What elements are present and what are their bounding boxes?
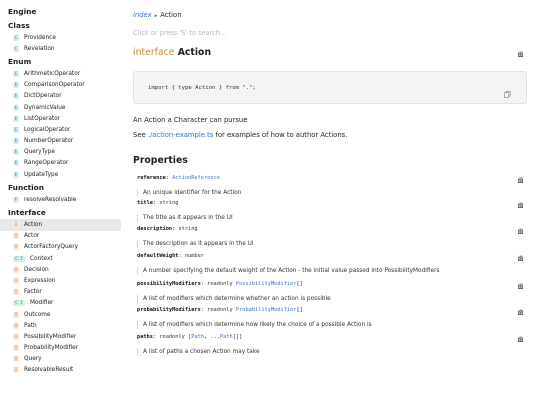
sidebar-item-label: DictOperator — [24, 93, 62, 100]
kind-badge-icon: C — [14, 45, 18, 51]
breadcrumb-index-link[interactable]: index — [133, 11, 152, 19]
sidebar-item-actor[interactable] — [0, 231, 121, 242]
page-title-keyword: interface — [133, 47, 175, 58]
property-type-suffix: [] — [296, 281, 303, 287]
example-link[interactable]: ./action-example.ts — [147, 131, 214, 139]
property-type-link[interactable]: ProbabilityModifier — [235, 307, 297, 313]
sidebar-item-label: PossibilityModifier — [24, 333, 77, 340]
property-name: description — [137, 226, 173, 232]
kind-badge-icon: E — [14, 149, 18, 155]
sidebar-item-label: ListOperator — [24, 115, 61, 122]
sidebar-item-label: Decision — [24, 266, 49, 273]
link-icon[interactable] — [515, 49, 525, 59]
sidebar-item-label: LogicalOperator — [24, 126, 71, 133]
property-colon: : — [178, 253, 185, 259]
sidebar-item-label: Modifier — [30, 300, 54, 307]
property-description: A list of modifiers which determine whether an action is possible — [137, 295, 527, 303]
kind-badge-icon: I — [14, 222, 18, 228]
interface-description: An Action a Character can pursue — [133, 116, 248, 124]
property-colon: : — [165, 175, 173, 181]
property-probabilityModifiers — [137, 306, 527, 329]
property-title — [137, 199, 527, 222]
sidebar-item-logicaloperator[interactable] — [0, 124, 121, 135]
sidebar-item-expression[interactable] — [0, 275, 121, 286]
property-name: probabilityModifiers — [137, 307, 201, 313]
property-type-link[interactable]: ActionReference — [172, 175, 220, 181]
sidebar-item-decision[interactable] — [0, 264, 121, 275]
property-type-suffix: [] — [296, 307, 303, 313]
kind-badge-icon: I — [14, 311, 18, 317]
property-colon: : — [152, 334, 160, 340]
sidebar-group-title: Interface — [8, 208, 46, 218]
see-also — [133, 131, 347, 139]
kind-badge-icon: E — [14, 171, 18, 177]
sidebar-item-comparisonoperator[interactable] — [0, 80, 121, 91]
property-description: A list of paths a chosen Action may take — [137, 348, 527, 356]
sidebar-item-label: ArithmeticOperator — [24, 70, 81, 77]
sidebar-item-context[interactable] — [0, 253, 121, 264]
property-type-prefix: string — [178, 226, 198, 232]
sidebar-item-label: Path — [24, 322, 37, 329]
sidebar-item-numberoperator[interactable] — [0, 136, 121, 147]
sidebar-item-updatetype[interactable] — [0, 169, 121, 180]
sidebar-item-providence[interactable] — [0, 32, 121, 43]
sidebar-item-query[interactable] — [0, 354, 121, 365]
link-icon[interactable] — [515, 226, 525, 236]
search-input[interactable]: Click or press 'S' to search... — [133, 29, 227, 37]
sidebar-item-label: Expression — [24, 277, 56, 284]
property-colon: : — [200, 281, 208, 287]
link-icon[interactable] — [515, 281, 525, 291]
kind-badge-icon: I — [14, 367, 18, 373]
sidebar-item-dictoperator[interactable] — [0, 91, 121, 102]
sidebar-item-label: ResolvableResult — [24, 367, 74, 374]
link-icon[interactable] — [515, 334, 525, 344]
kind-badge-icon: E — [14, 126, 18, 132]
sidebar-group-title: Enum — [8, 57, 32, 67]
kind-badge-icon: I — [14, 266, 18, 272]
sidebar-item-label: Providence — [24, 34, 56, 41]
property-name: possibilityModifiers — [137, 281, 201, 287]
property-possibilityModifiers — [137, 280, 527, 303]
sidebar-item-label: Revelation — [24, 45, 55, 52]
property-name: defaultWeight — [137, 253, 179, 259]
property-colon: : — [172, 226, 179, 232]
sidebar-item-actorfactoryquery[interactable] — [0, 242, 121, 253]
sidebar-item-factor[interactable] — [0, 287, 121, 298]
sidebar-item-label: RangeOperator — [24, 160, 69, 167]
see-suffix: for examples of how to author Actions. — [213, 131, 348, 139]
property-type-link[interactable]: Path — [191, 334, 204, 340]
breadcrumb-current: Action — [160, 11, 182, 19]
sidebar-item-label: resolveResolvable — [24, 196, 77, 203]
kind-badge-icon: I — [14, 322, 18, 328]
sidebar-item-rangeoperator[interactable] — [0, 158, 121, 169]
page-title-name: Action — [177, 47, 212, 58]
kind-badge-icon: E — [14, 160, 18, 166]
property-colon: : — [152, 200, 160, 206]
sidebar-item-label: Outcome — [24, 311, 51, 318]
sidebar-item-revelation[interactable] — [0, 43, 121, 54]
property-reference — [137, 174, 527, 197]
sidebar-item-label: UpdateType — [24, 171, 59, 178]
sidebar-group-title: Function — [8, 183, 44, 193]
sidebar-item-label: Query — [24, 356, 42, 363]
sidebar — [0, 0, 124, 405]
kind-badge-icon: I — [14, 277, 18, 283]
property-type-prefix: string — [159, 200, 179, 206]
kind-badge-icon: C — [14, 34, 18, 40]
sidebar-item-label: NumberOperator — [24, 138, 74, 145]
kind-badge-icon: C I — [13, 300, 25, 306]
property-name: title — [137, 200, 153, 206]
link-icon[interactable] — [515, 307, 525, 317]
kind-badge-icon: C I — [13, 256, 25, 262]
property-type-link[interactable]: PossibilityModifier — [235, 281, 297, 287]
kind-badge-icon: I — [14, 333, 18, 339]
sidebar-item-listoperator[interactable] — [0, 113, 121, 124]
sidebar-item-label: ProbabilityModifier — [24, 345, 79, 352]
property-type-suffix: []] — [232, 334, 243, 340]
kind-badge-icon: I — [14, 233, 18, 239]
sidebar-item-querytype[interactable] — [0, 147, 121, 158]
property-name: reference — [137, 175, 166, 181]
sidebar-item-resolveresolvable[interactable] — [0, 194, 121, 205]
sidebar-item-resolvableresult[interactable] — [0, 365, 121, 376]
sidebar-item-modifier[interactable] — [0, 298, 121, 309]
property-type-prefix: number — [184, 253, 204, 259]
property-description: A list of modifiers which determine how likely the choice of a possible Action is — [137, 321, 527, 329]
breadcrumb — [133, 11, 182, 19]
breadcrumb-separator: ▸ — [154, 13, 158, 19]
kind-badge-icon: E — [14, 82, 18, 88]
kind-badge-icon: E — [14, 115, 18, 121]
property-description: An unique identifier for the Action — [137, 189, 527, 197]
sidebar-item-path[interactable] — [0, 320, 121, 331]
main-content — [133, 0, 531, 405]
link-icon[interactable] — [515, 200, 525, 210]
property-signature — [137, 252, 527, 261]
property-description — [137, 225, 527, 248]
kind-badge-icon: I — [14, 345, 18, 351]
sidebar-item-label: Context — [30, 255, 53, 262]
app-title: Engine — [8, 7, 37, 16]
import-code-block — [133, 71, 527, 104]
property-type-mid: , ... — [204, 334, 220, 340]
sidebar-item-outcome[interactable] — [0, 309, 121, 320]
property-description: The title as it appears in the UI — [137, 214, 527, 222]
sidebar-groups — [0, 20, 124, 376]
property-type-prefix: readonly — [207, 307, 236, 313]
property-colon: : — [200, 307, 208, 313]
sidebar-item-label: ActorFactoryQuery — [24, 244, 79, 251]
property-name: paths — [137, 334, 153, 340]
property-type-prefix: readonly — [207, 281, 236, 287]
sidebar-item-possibilitymodifier[interactable] — [0, 331, 121, 342]
link-icon[interactable] — [515, 175, 525, 185]
sidebar-item-dynamicvalue[interactable] — [0, 102, 121, 113]
see-prefix: See — [133, 131, 148, 139]
sidebar-item-arithmeticoperator[interactable] — [0, 68, 121, 79]
property-description: A number specifying the default weight of the Action - the initial value passed into PossibilityModifiers — [137, 267, 527, 275]
property-signature — [137, 333, 527, 342]
sidebar-item-label: Actor — [24, 233, 40, 240]
properties-heading: Properties — [133, 155, 188, 166]
kind-badge-icon: I — [14, 356, 18, 362]
sidebar-group-title: Class — [8, 21, 30, 30]
copy-icon[interactable] — [503, 84, 512, 93]
sidebar-item-action[interactable] — [0, 219, 121, 230]
page-title — [133, 47, 211, 58]
kind-badge-icon: E — [14, 138, 18, 144]
kind-badge-icon: I — [14, 289, 18, 295]
sidebar-item-label: Factor — [24, 289, 42, 296]
sidebar-item-label: DynamicValue — [24, 104, 66, 111]
property-signature — [137, 306, 527, 315]
property-paths — [137, 333, 527, 356]
kind-badge-icon: E — [14, 70, 18, 76]
import-code: import { type Action } from "."; — [148, 85, 256, 91]
property-type-prefix: readonly [ — [159, 334, 192, 340]
property-signature — [137, 174, 527, 183]
sidebar-item-label: QueryType — [24, 149, 55, 156]
link-icon[interactable] — [515, 253, 525, 263]
property-signature — [137, 199, 527, 208]
property-signature — [137, 280, 527, 289]
property-description: The description as it appears in the UI — [137, 240, 527, 248]
property-defaultWeight — [137, 252, 527, 275]
kind-badge-icon: E — [14, 93, 18, 99]
kind-badge-icon: E — [14, 104, 18, 110]
kind-badge-icon: I — [14, 244, 18, 250]
kind-badge-icon: F — [14, 196, 18, 202]
property-type-link[interactable]: Path — [219, 334, 233, 340]
sidebar-item-label: ComparisonOperator — [24, 82, 85, 89]
property-signature — [137, 225, 527, 234]
sidebar-item-probabilitymodifier[interactable] — [0, 343, 121, 354]
sidebar-item-label: Action — [24, 222, 43, 229]
